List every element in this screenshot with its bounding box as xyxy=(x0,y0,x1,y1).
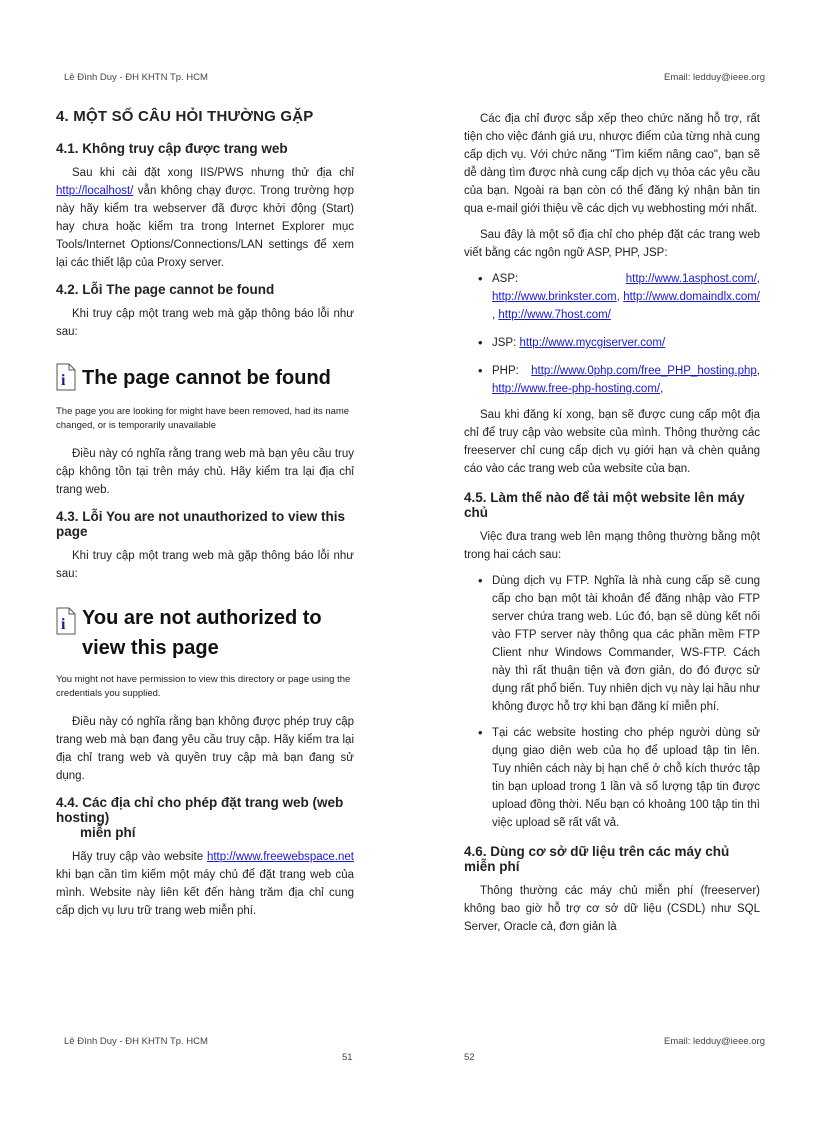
paragraph-4-3-intro: Khi truy cập một trang web mà gặp thông báo lỗi như sau: xyxy=(56,550,354,580)
asp-link[interactable]: http://www.brinkster.com xyxy=(492,291,617,303)
error-message: The page you are looking for might have been removed, had its name changed, or is temporarily unavailable xyxy=(56,406,350,431)
heading-4-1: 4.1. Không truy cập được trang web xyxy=(56,141,288,156)
asp-link[interactable]: http://www.1asphost.com/ xyxy=(625,273,757,285)
paragraph-4-4: Hãy truy cập vào website http://www.freewebspace.net khi bạn cần tìm kiếm một máy chủ để đặt trang web của mình. Website này liên kết đến hàng trăm địa chỉ cung cấp dịch vụ lưu trữ trang web miễn phí. xyxy=(56,851,354,917)
localhost-link[interactable]: http://localhost/ xyxy=(56,185,134,197)
asp-link[interactable]: http://www.7host.com/ xyxy=(498,309,611,321)
footer-email: Email: ledduy@ieee.org xyxy=(664,1036,766,1047)
svg-text:i: i xyxy=(61,372,66,389)
heading-4-4: 4.4. Các địa chỉ cho phép đặt trang web (web hosting) miễn phí xyxy=(56,795,344,840)
paragraph-4-2-intro: Khi truy cập một trang web mà gặp thông báo lỗi như sau: xyxy=(56,308,354,338)
heading-4-2: 4.2. Lỗi The page cannot be found xyxy=(56,282,275,297)
freewebspace-link[interactable]: http://www.freewebspace.net xyxy=(206,851,354,863)
error-title: The page cannot be found xyxy=(82,367,331,389)
page-number-right: 52 xyxy=(464,1052,475,1063)
svg-text:i: i xyxy=(61,616,66,633)
heading-4-6: 4.6. Dùng cơ sở dữ liệu trên các máy chủ miễn phí xyxy=(464,844,730,874)
list-item-php: • PHP: http://www.0php.com/free_PHP_hosting.php, http://www.free-php-hosting.com/, xyxy=(464,362,760,398)
section-title: 4. MỘT SỐ CÂU HỎI THƯỜNG GẶP xyxy=(56,108,314,125)
list-item-asp: • ASP: http://www.1asphost.com/, http://www.brinkster.com, http://www.domaindlx.com/ , http://www.7host.com/ xyxy=(464,270,760,324)
paragraph-r2: Sau đây là một số địa chỉ cho phép đặt các trang web viết bằng các ngôn ngữ ASP, PHP, JSP: xyxy=(464,229,760,259)
php-link[interactable]: http://www.0php.com/free_PHP_hosting.php xyxy=(531,365,757,377)
heading-4-5: 4.5. Làm thế nào để tải một website lên máy chủ xyxy=(464,490,745,520)
php-link[interactable]: http://www.free-php-hosting.com/ xyxy=(492,383,661,395)
error-box-not-found xyxy=(56,363,354,433)
paragraph-4-6: Thông thường các máy chủ miễn phí (freeserver) không bao giờ hỗ trợ cơ sở dữ liệu (CSDL) như SQL Server, Oracle cả, đơn giản là xyxy=(464,885,760,933)
error-message: You might not have permission to view this directory or page using the credentials you supplied. xyxy=(56,674,351,699)
jsp-link[interactable]: http://www.mycgiserver.com/ xyxy=(519,337,666,349)
paragraph-4-3-explain: Điều này có nghĩa rằng bạn không được phép truy cập trang web mà bạn đang yêu cầu truy cập. Hãy kiểm tra lại địa chỉ trang web và quyền truy cập mà bạn đang sử dụng. xyxy=(56,716,354,782)
hosting-list xyxy=(464,270,760,398)
paragraph-4-1: Sau khi cài đặt xong IIS/PWS nhưng thử địa chỉ http://localhost/ vẫn không chạy được. Trong trường hợp này hãy kiểm tra webserver đã được khởi động (Start) hay chưa hoặc kiểm tra trong Internet Explorer mục Tools/Internet Options/Connections/LAN settings để xem lại các thiết lập của Proxy server. xyxy=(56,167,354,269)
error-title: You are not authorized to view this page xyxy=(82,607,322,659)
right-column xyxy=(464,110,760,936)
list-item-jsp: • JSP: http://www.mycgiserver.com/ xyxy=(464,334,760,352)
footer-author: Lê Đình Duy - ĐH KHTN Tp. HCM xyxy=(64,1036,208,1047)
list-item-ftp: • Dùng dịch vụ FTP. Nghĩa là nhà cung cấp sẽ cung cấp cho bạn một tài khoản để đăng nhập vào FTP server chứa trang web. Lúc đó, bạn sẽ dùng kết nối vào FTP server này thông qua các phần mềm FTP Client như Windows Commander, WS-FTP. Cách này thì rất thuận tiện và đơn giản, do đó được sử dụng rất phổ biến. Tuy nhiên dịch vụ này lại hầu như không được hỗ trợ khi bạn đăng kí miễn phí. xyxy=(464,572,760,716)
info-document-icon xyxy=(56,363,76,391)
paragraph-4-2-explain: Điều này có nghĩa rằng trang web mà bạn yêu cầu truy cập không tồn tại trên máy chủ. Hãy kiểm tra lại địa chỉ trang web. xyxy=(56,448,354,496)
header-email: Email: ledduy@ieee.org xyxy=(664,72,766,83)
left-column xyxy=(56,108,354,920)
header-author: Lê Đình Duy - ĐH KHTN Tp. HCM xyxy=(64,72,208,83)
upload-methods-list xyxy=(464,572,760,832)
error-box-unauthorized xyxy=(56,603,354,701)
page-number-left: 51 xyxy=(342,1052,353,1063)
paragraph-4-5-intro: Việc đưa trang web lên mạng thông thường bằng một trong hai cách sau: xyxy=(464,531,760,561)
info-document-icon xyxy=(56,607,76,635)
heading-4-3: 4.3. Lỗi You are not unauthorized to view this page xyxy=(56,509,346,539)
paragraph-r1: Các địa chỉ được sắp xếp theo chức năng hỗ trợ, rất tiện cho việc đánh giá ưu, nhược điểm của từng nhà cung cấp dịch vụ. Với chức năng "Tìm kiếm nâng cao", bạn sẽ dễ dàng tìm được nhà cung cấp dịch vụ thỏa các yêu cầu của bạn. Ngoài ra bạn còn có thể đăng ký nhận bản tin qua e-mail giới thiệu về các dịch vụ webhosting mới nhất. xyxy=(464,113,760,215)
asp-link[interactable]: http://www.domaindlx.com/ xyxy=(623,291,760,303)
paragraph-r3: Sau khi đăng kí xong, bạn sẽ được cung cấp một địa chỉ để truy cập vào website của mình. Thông thường các freeserver chỉ cung cấp dịch vụ giới hạn và chèn quảng cáo vào các trang web của website của bạn. xyxy=(464,409,760,475)
list-item-web-upload: • Tại các website hosting cho phép người dùng sử dụng giao diện web của họ để upload tập tin lên. Tuy nhiên cách này bị hạn chế ở chỗ kích thước tập tin bạn upload trong 1 lần và số lượng tập tin được upload đồng thời. Nếu bạn có khoảng 100 tập tin thì việc upload sẽ rất vất vả. xyxy=(464,724,760,832)
